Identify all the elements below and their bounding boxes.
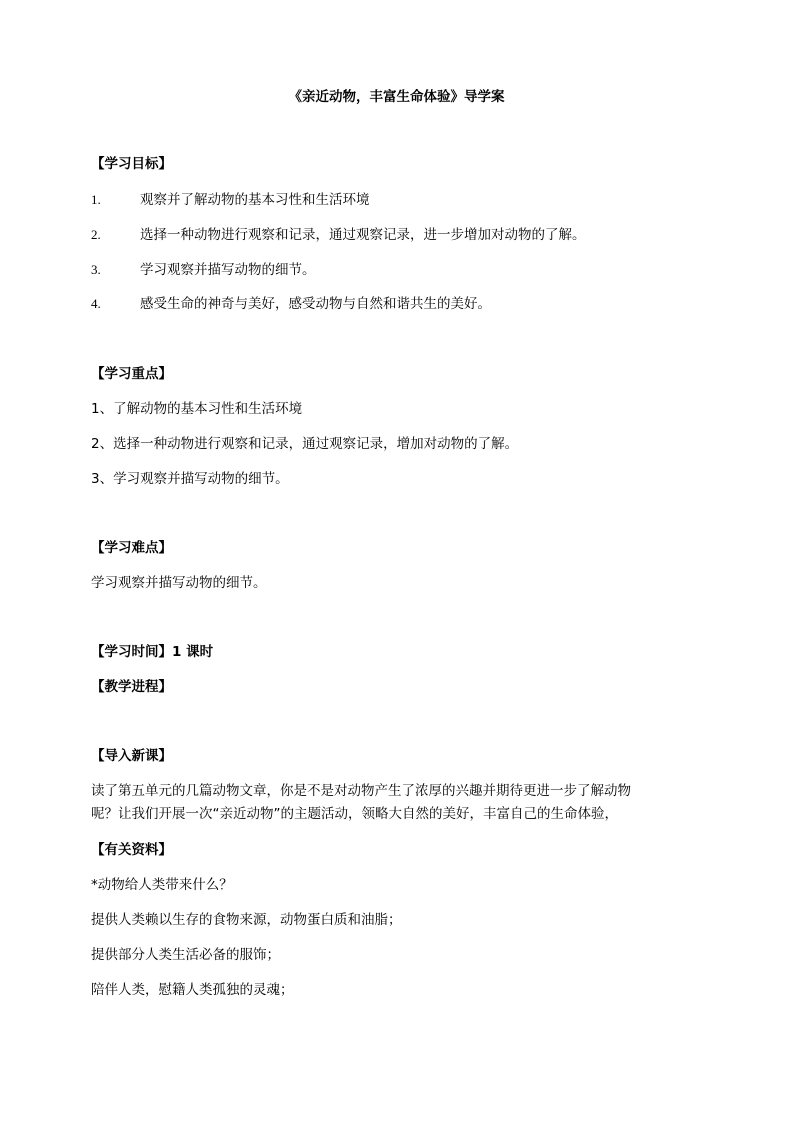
process-heading: 【教学进程】: [91, 679, 172, 695]
materials-heading: 【有关资料】: [91, 842, 172, 858]
intro-heading: 【导入新课】: [91, 748, 172, 764]
materials-line: 陪伴人类，慰籍人类孤独的灵魂；: [91, 982, 294, 998]
objective-text: 感受生命的神奇与美好，感受动物与自然和谐共生的美好。: [140, 296, 491, 312]
objective-number: 4.: [91, 296, 101, 311]
objective-number: 1.: [91, 192, 101, 207]
key-point-item: 1、了解动物的基本习性和生活环境: [91, 401, 303, 417]
objective-number: 2.: [91, 227, 101, 242]
materials-line: *动物给人类带来什么？: [91, 877, 233, 893]
key-point-item: 2、选择一种动物进行观察和记录，通过观察记录，增加对动物的了解。: [91, 436, 519, 452]
key-point-item: 3、学习观察并描写动物的细节。: [91, 471, 289, 487]
objective-text: 观察并了解动物的基本习性和生活环境: [140, 192, 370, 208]
difficulties-text: 学习观察并描写动物的细节。: [91, 575, 267, 591]
intro-paragraph-line: 呢？让我们开展一次“亲近动物”的主题活动，领略大自然的美好，丰富自己的生命体验，: [91, 806, 618, 822]
document-title: 《亲近动物，丰富生命体验》导学案: [288, 89, 505, 105]
objective-number: 3.: [91, 262, 101, 277]
objective-text: 选择一种动物进行观察和记录，通过观察记录，进一步增加对动物的了解。: [140, 227, 586, 243]
time-heading: 【学习时间】1 课时: [91, 644, 214, 660]
objective-text: 学习观察并描写动物的细节。: [140, 262, 316, 278]
materials-line: 提供人类赖以生存的食物来源，动物蛋白质和油脂；: [91, 912, 402, 928]
difficulties-heading: 【学习难点】: [91, 540, 172, 556]
key-points-heading: 【学习重点】: [91, 366, 172, 382]
objectives-heading: 【学习目标】: [91, 156, 172, 172]
intro-paragraph-line: 读了第五单元的几篇动物文章，你是不是对动物产生了浓厚的兴趣并期待更进一步了解动物: [91, 783, 631, 799]
materials-line: 提供部分人类生活必备的服饰；: [91, 947, 280, 963]
